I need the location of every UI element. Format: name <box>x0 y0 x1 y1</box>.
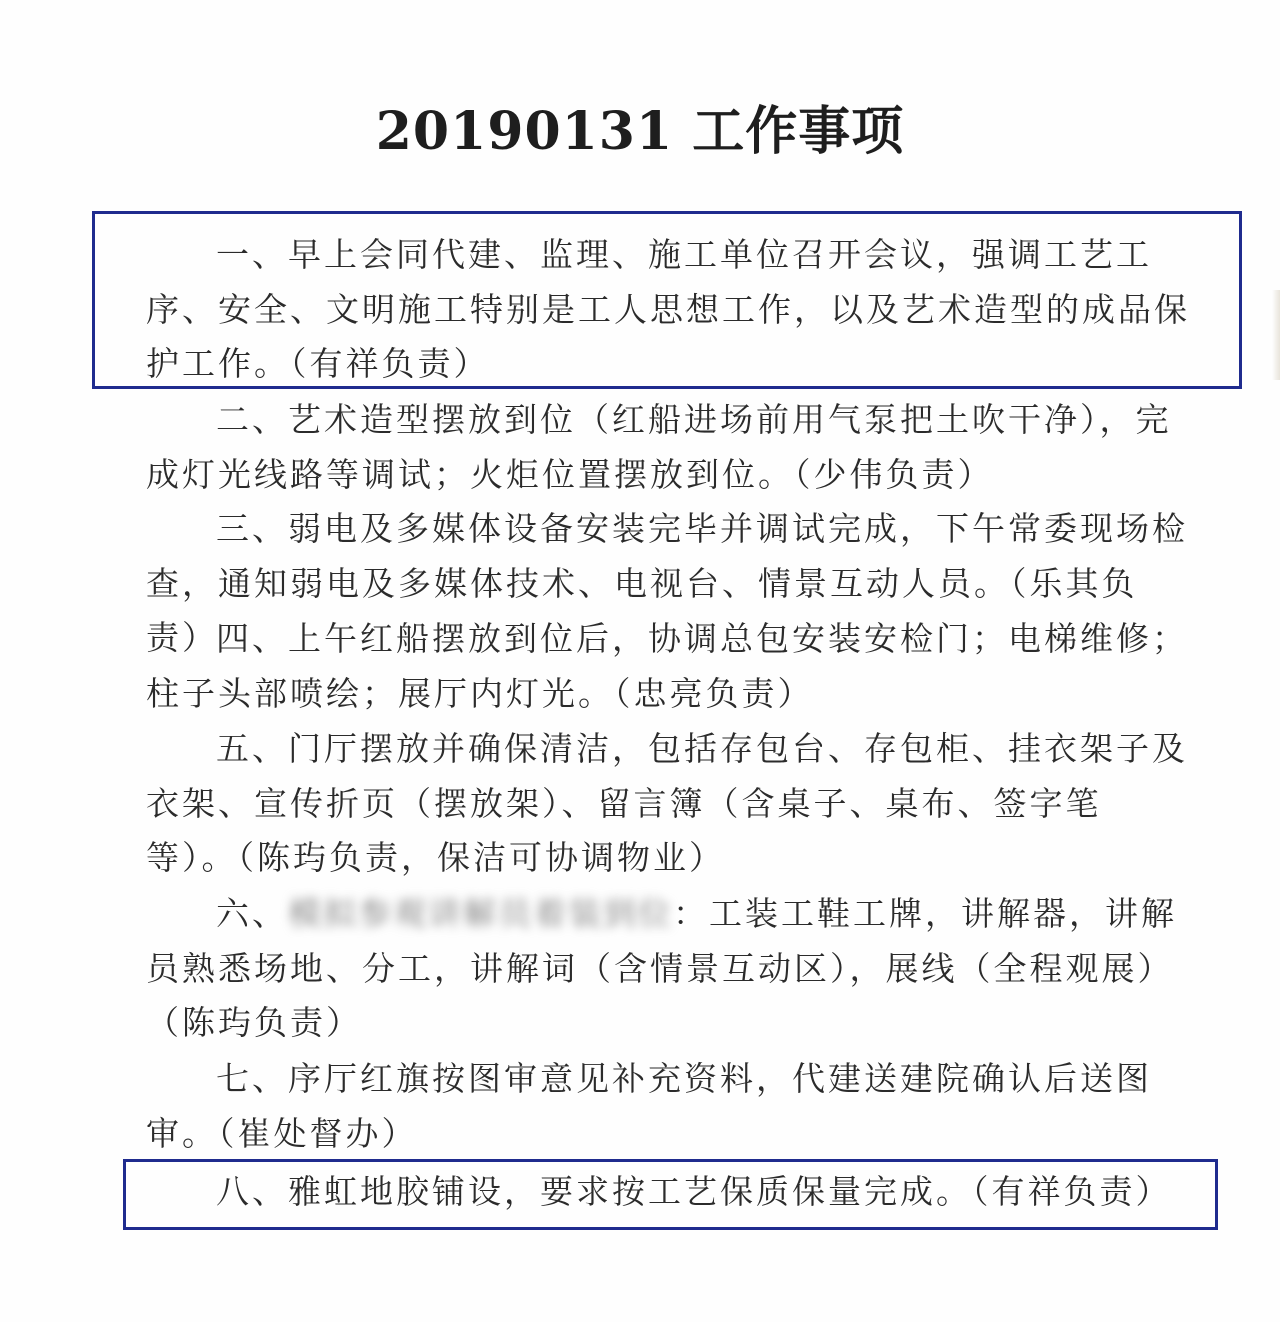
page-title: 20190131 工作事项 <box>375 101 905 162</box>
work-item-4: 四、上午红船摆放到位后，协调总包安装安检门；电梯维修；柱子头部喷绘；展厅内灯光。（忠亮负责） <box>146 619 1188 713</box>
work-item-6 <box>146 887 1190 1051</box>
work-item-1: 一、早上会同代建、监理、施工单位召开会议，强调工艺工序、安全、文明施工特别是工人思想工作，以及艺术造型的成品保护工作。（有祥负责） <box>146 235 1190 383</box>
work-item-8: 八、雅虹地胶铺设，要求按工艺保质保量完成。（有祥负责） <box>216 1172 1172 1211</box>
page-edge-shadow <box>1272 290 1280 380</box>
work-item-6-prefix: 六、 <box>216 894 288 933</box>
work-item-5: 五、门厅摆放并确保清洁，包括存包台、存包柜、挂衣架子及衣架、宣传折页（摆放架）、留言簿（含桌子、桌布、签字笔等）。（陈玙负责，保洁可协调物业） <box>146 729 1188 877</box>
redacted-text: 模拟参观讲解员着装到位 <box>288 894 673 933</box>
work-item-2: 二、艺术造型摆放到位（红船进场前用气泵把土吹干净），完成灯光线路等调试；火炬位置摆放到位。（少伟负责） <box>146 400 1172 494</box>
work-item-3: 三、弱电及多媒体设备安装完毕并调试完成，下午常委现场检查，通知弱电及多媒体技术、电视台、情景互动人员。（乐其负责） <box>146 509 1188 657</box>
work-item-7: 七、序厅红旗按图审意见补充资料，代建送建院确认后送图审。（崔处督办） <box>146 1059 1152 1153</box>
work-item-6-text: ：工装工鞋工牌，讲解器，讲解员熟悉场地、分工，讲解词（含情景互动区），展线（全程观展）（陈玙负责） <box>146 894 1177 1042</box>
